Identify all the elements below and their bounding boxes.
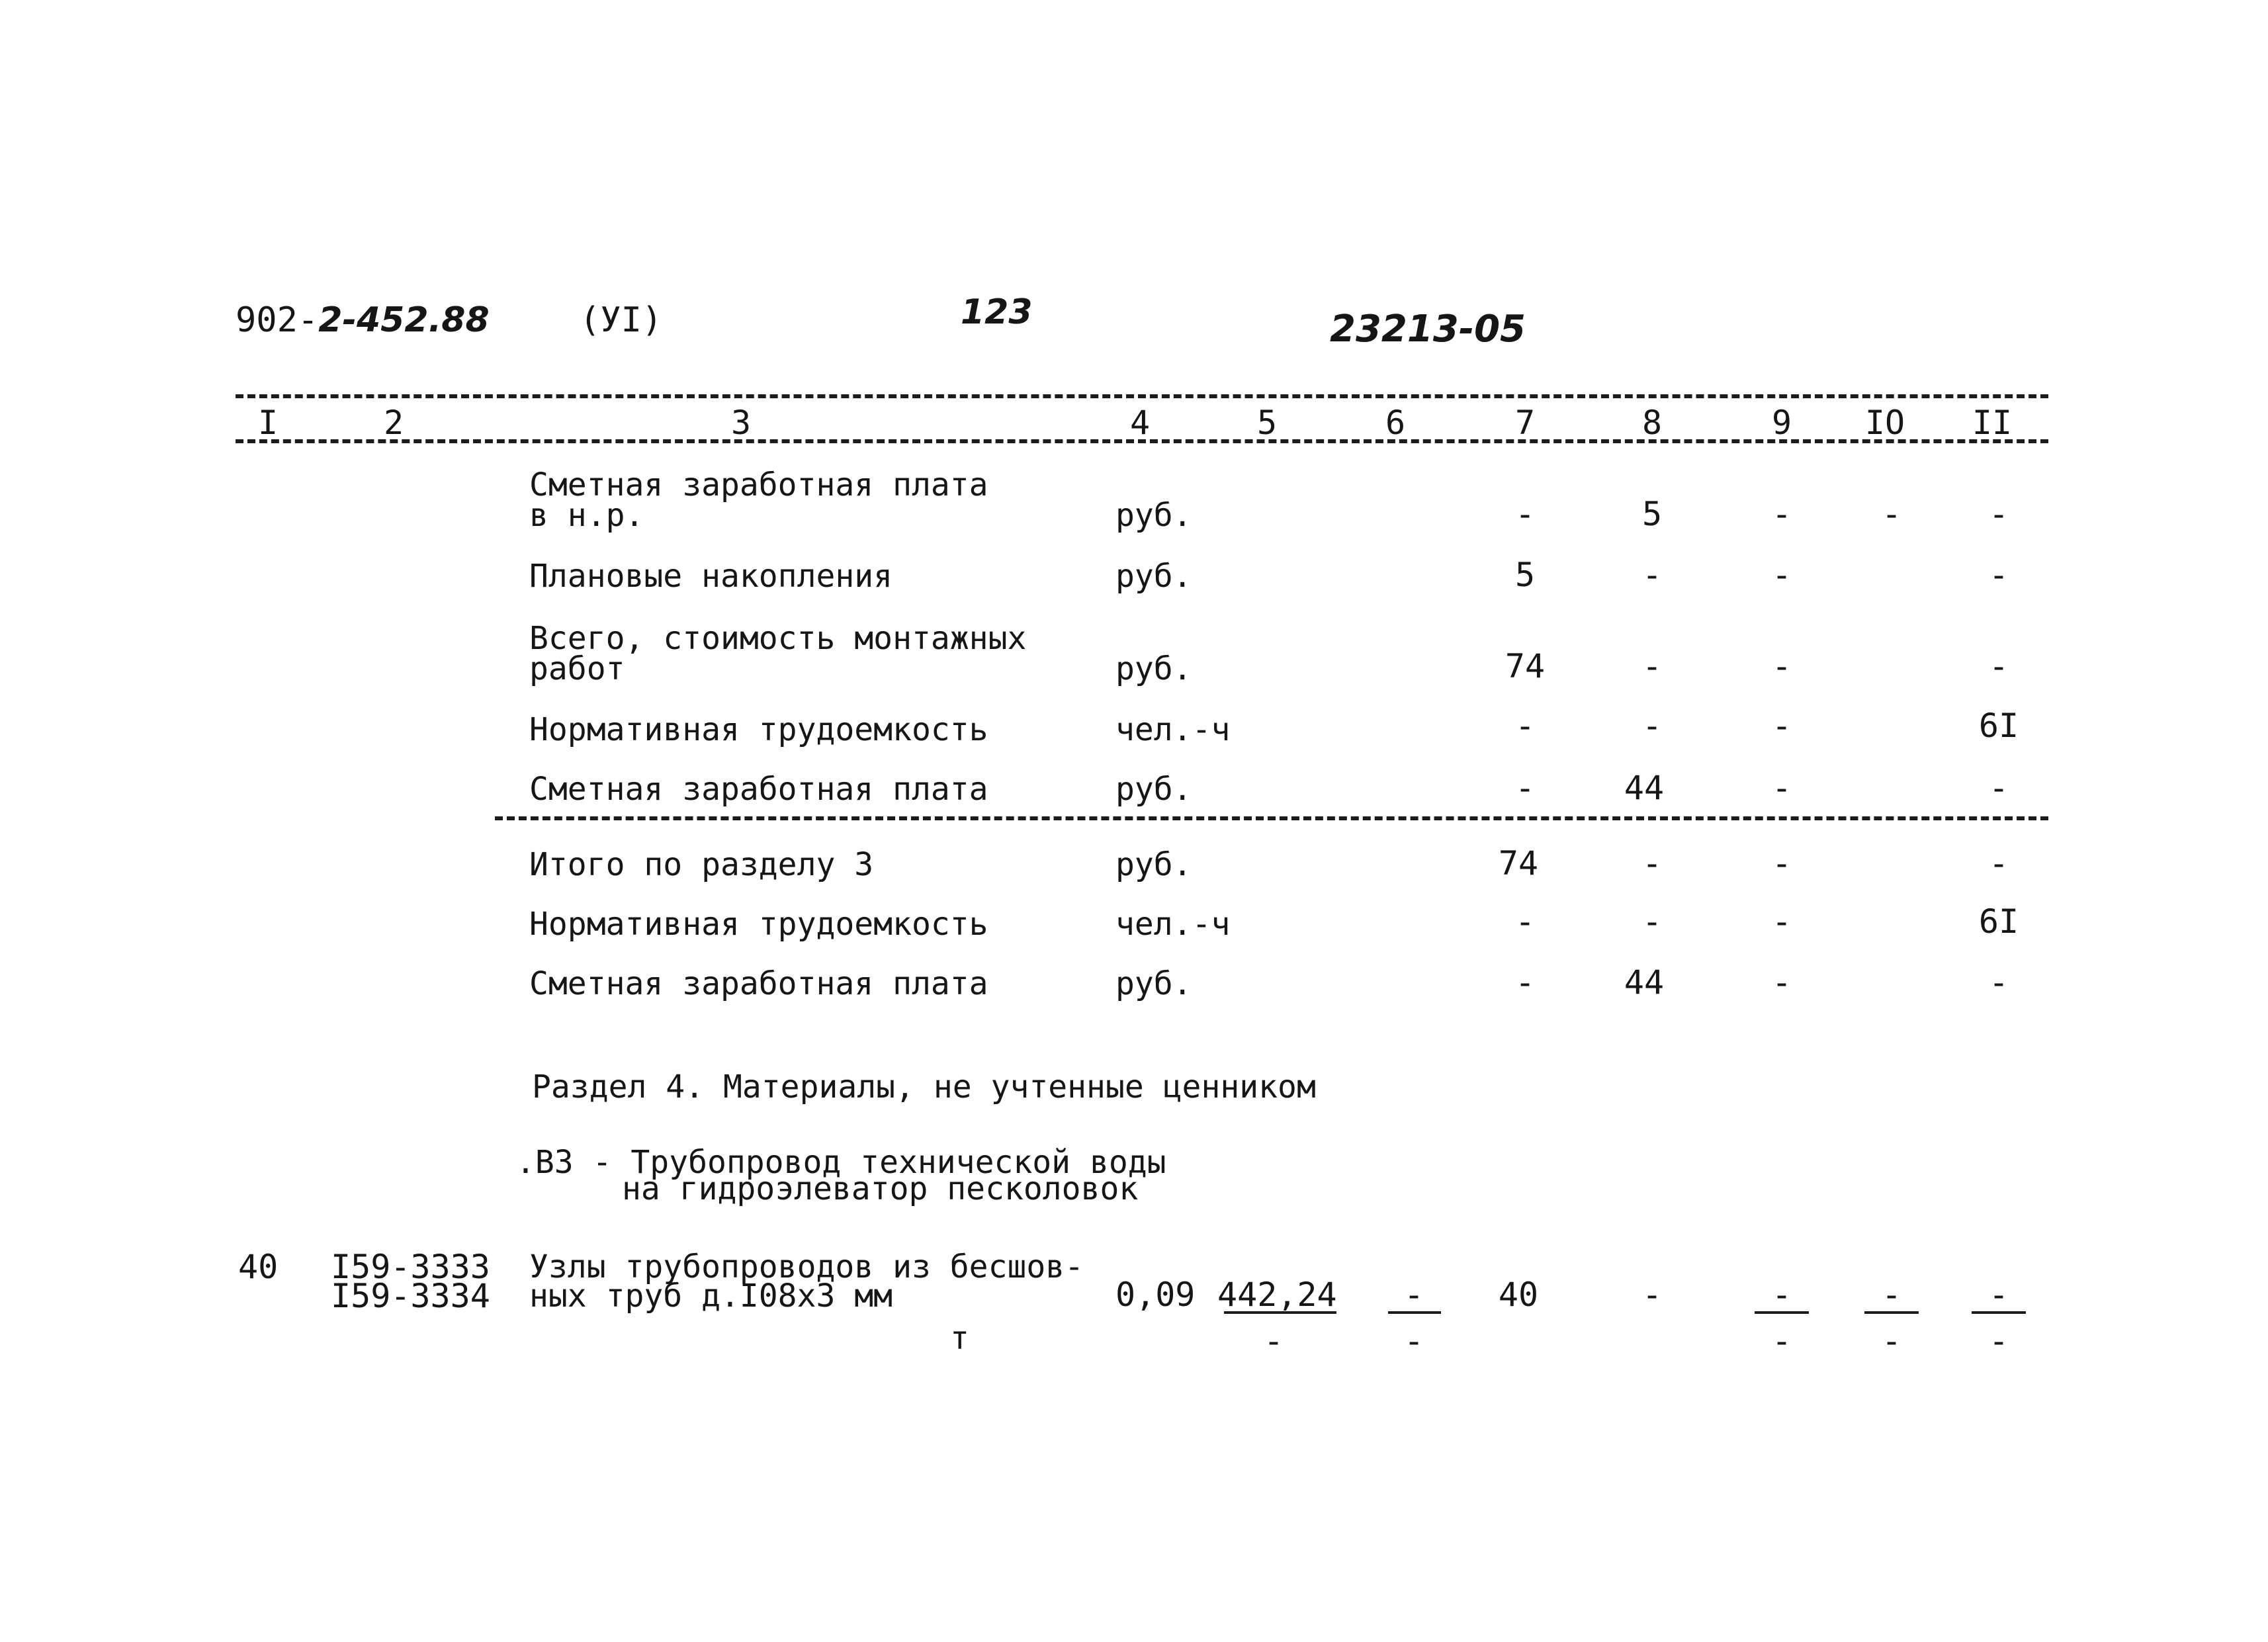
- document-code-handwritten: 2-452.88: [318, 300, 490, 340]
- item-code: I59-3334: [331, 1277, 490, 1315]
- item-col-11-top: -: [1988, 1275, 2009, 1314]
- item-code: I59-3333: [331, 1248, 490, 1286]
- archive-number: 23213-05: [1330, 308, 1526, 351]
- item-col-7: 40: [1498, 1275, 1539, 1314]
- document-code-printed: 902-: [236, 300, 319, 340]
- row-col-11: -: [1988, 556, 2009, 594]
- row-col-8: -: [1641, 556, 1663, 594]
- row-col-11: -: [1988, 769, 2009, 807]
- item-col-8: -: [1641, 1275, 1663, 1314]
- page-number: 123: [961, 292, 1033, 332]
- total-col-11: -: [1988, 844, 2009, 883]
- total-col-8: -: [1641, 844, 1663, 883]
- item-col-6-top: -: [1403, 1275, 1424, 1314]
- total-col-7: -: [1514, 902, 1536, 941]
- total-col-9: -: [1771, 902, 1792, 941]
- row-col-9: -: [1771, 647, 1792, 685]
- row-col-7: 5: [1514, 556, 1536, 594]
- row-col-9: -: [1771, 556, 1792, 594]
- row-col-8: 5: [1641, 495, 1663, 533]
- header-top-rule: [236, 394, 2048, 398]
- row-unit: чел.-ч: [1115, 711, 1231, 748]
- row-name: Нормативная трудоемкость: [529, 711, 988, 748]
- item-col-5-bottom: -: [1263, 1322, 1284, 1360]
- column-header-5: 5: [1256, 404, 1278, 442]
- row-col-9: -: [1771, 495, 1792, 533]
- row-name-cont: в н.р.: [529, 497, 644, 534]
- total-col-8: -: [1641, 902, 1663, 941]
- item-col-6-bottom: -: [1403, 1322, 1424, 1360]
- column-header-11: II: [1972, 404, 2013, 442]
- row-name: Всего, стоимость монтажных: [529, 620, 1027, 657]
- row-col-9: -: [1771, 707, 1792, 745]
- row-col-9: -: [1771, 769, 1792, 807]
- column-header-10: IO: [1864, 404, 1905, 442]
- section-title: Раздел 4. Материалы, не учтенные ценником: [532, 1068, 1316, 1105]
- total-unit: чел.-ч: [1115, 906, 1231, 943]
- total-col-7: 74: [1498, 844, 1539, 883]
- section-subtitle: .ВЗ - Трубопровод технической воды: [516, 1144, 1166, 1181]
- row-name: Плановые накопления: [529, 558, 893, 595]
- item-name-cont: ных труб д.I08х3 мм: [529, 1277, 893, 1315]
- total-name: Сметная заработная плата: [529, 965, 988, 1002]
- row-unit: руб.: [1115, 497, 1192, 534]
- column-header-7: 7: [1514, 404, 1536, 442]
- row-col-8: -: [1641, 707, 1663, 745]
- total-col-11: -: [1988, 963, 2009, 1002]
- row-col-11: -: [1988, 495, 2009, 533]
- item-col-10-rule: [1864, 1311, 1919, 1314]
- row-unit: руб.: [1115, 650, 1192, 687]
- total-name: Нормативная трудоемкость: [529, 906, 988, 943]
- row-name: Сметная заработная плата: [529, 466, 988, 503]
- column-header-3: 3: [730, 404, 752, 442]
- item-col-10-bottom: -: [1881, 1322, 1902, 1360]
- item-col-9-rule: [1755, 1311, 1809, 1314]
- column-header-9: 9: [1771, 404, 1792, 442]
- row-col-11: -: [1988, 647, 2009, 685]
- row-name: Сметная заработная плата: [529, 771, 988, 808]
- total-name: Итого по разделу 3: [529, 846, 874, 883]
- item-col-9-bottom: -: [1771, 1322, 1792, 1360]
- total-col-9: -: [1771, 844, 1792, 883]
- row-col-10: -: [1881, 495, 1902, 533]
- total-col-7: -: [1514, 963, 1536, 1002]
- total-col-8: 44: [1624, 963, 1665, 1002]
- section-subtitle-cont: на гидроэлеватор песколовок: [622, 1170, 1139, 1207]
- item-col-6-rule: [1388, 1311, 1441, 1314]
- row-col-8: -: [1641, 647, 1663, 685]
- part-label: (УI): [580, 300, 663, 340]
- column-header-1: I: [257, 404, 279, 442]
- total-col-9: -: [1771, 963, 1792, 1002]
- item-col-5-rule: [1224, 1311, 1336, 1314]
- total-unit: руб.: [1115, 965, 1192, 1002]
- column-header-2: 2: [383, 404, 404, 442]
- item-col-11-rule: [1972, 1311, 2026, 1314]
- row-col-11: 6I: [1978, 707, 2019, 745]
- row-name-cont: работ: [529, 650, 625, 687]
- row-unit: руб.: [1115, 771, 1192, 808]
- item-col-9-top: -: [1771, 1275, 1792, 1314]
- row-col-8: 44: [1624, 769, 1665, 807]
- row-col-7: -: [1514, 495, 1536, 533]
- row-col-7: -: [1514, 707, 1536, 745]
- column-header-4: 4: [1129, 404, 1151, 442]
- item-col-11-bottom: -: [1988, 1322, 2009, 1360]
- row-col-7: 74: [1505, 647, 1546, 685]
- row-col-7: -: [1514, 769, 1536, 807]
- row-unit: руб.: [1115, 558, 1192, 595]
- column-header-8: 8: [1641, 404, 1663, 442]
- item-number: 40: [238, 1248, 279, 1286]
- document-code: [236, 300, 490, 340]
- item-col-5-top: 442,24: [1217, 1275, 1337, 1314]
- item-col-10-top: -: [1881, 1275, 1902, 1314]
- column-header-6: 6: [1385, 404, 1406, 442]
- item-name: Узлы трубопроводов из бесшов-: [529, 1248, 1084, 1285]
- item-unit: т: [950, 1320, 969, 1357]
- item-quantity: 0,09: [1115, 1275, 1196, 1314]
- totals-separator: [495, 816, 2048, 820]
- total-unit: руб.: [1115, 846, 1192, 883]
- total-col-11: 6I: [1978, 902, 2019, 941]
